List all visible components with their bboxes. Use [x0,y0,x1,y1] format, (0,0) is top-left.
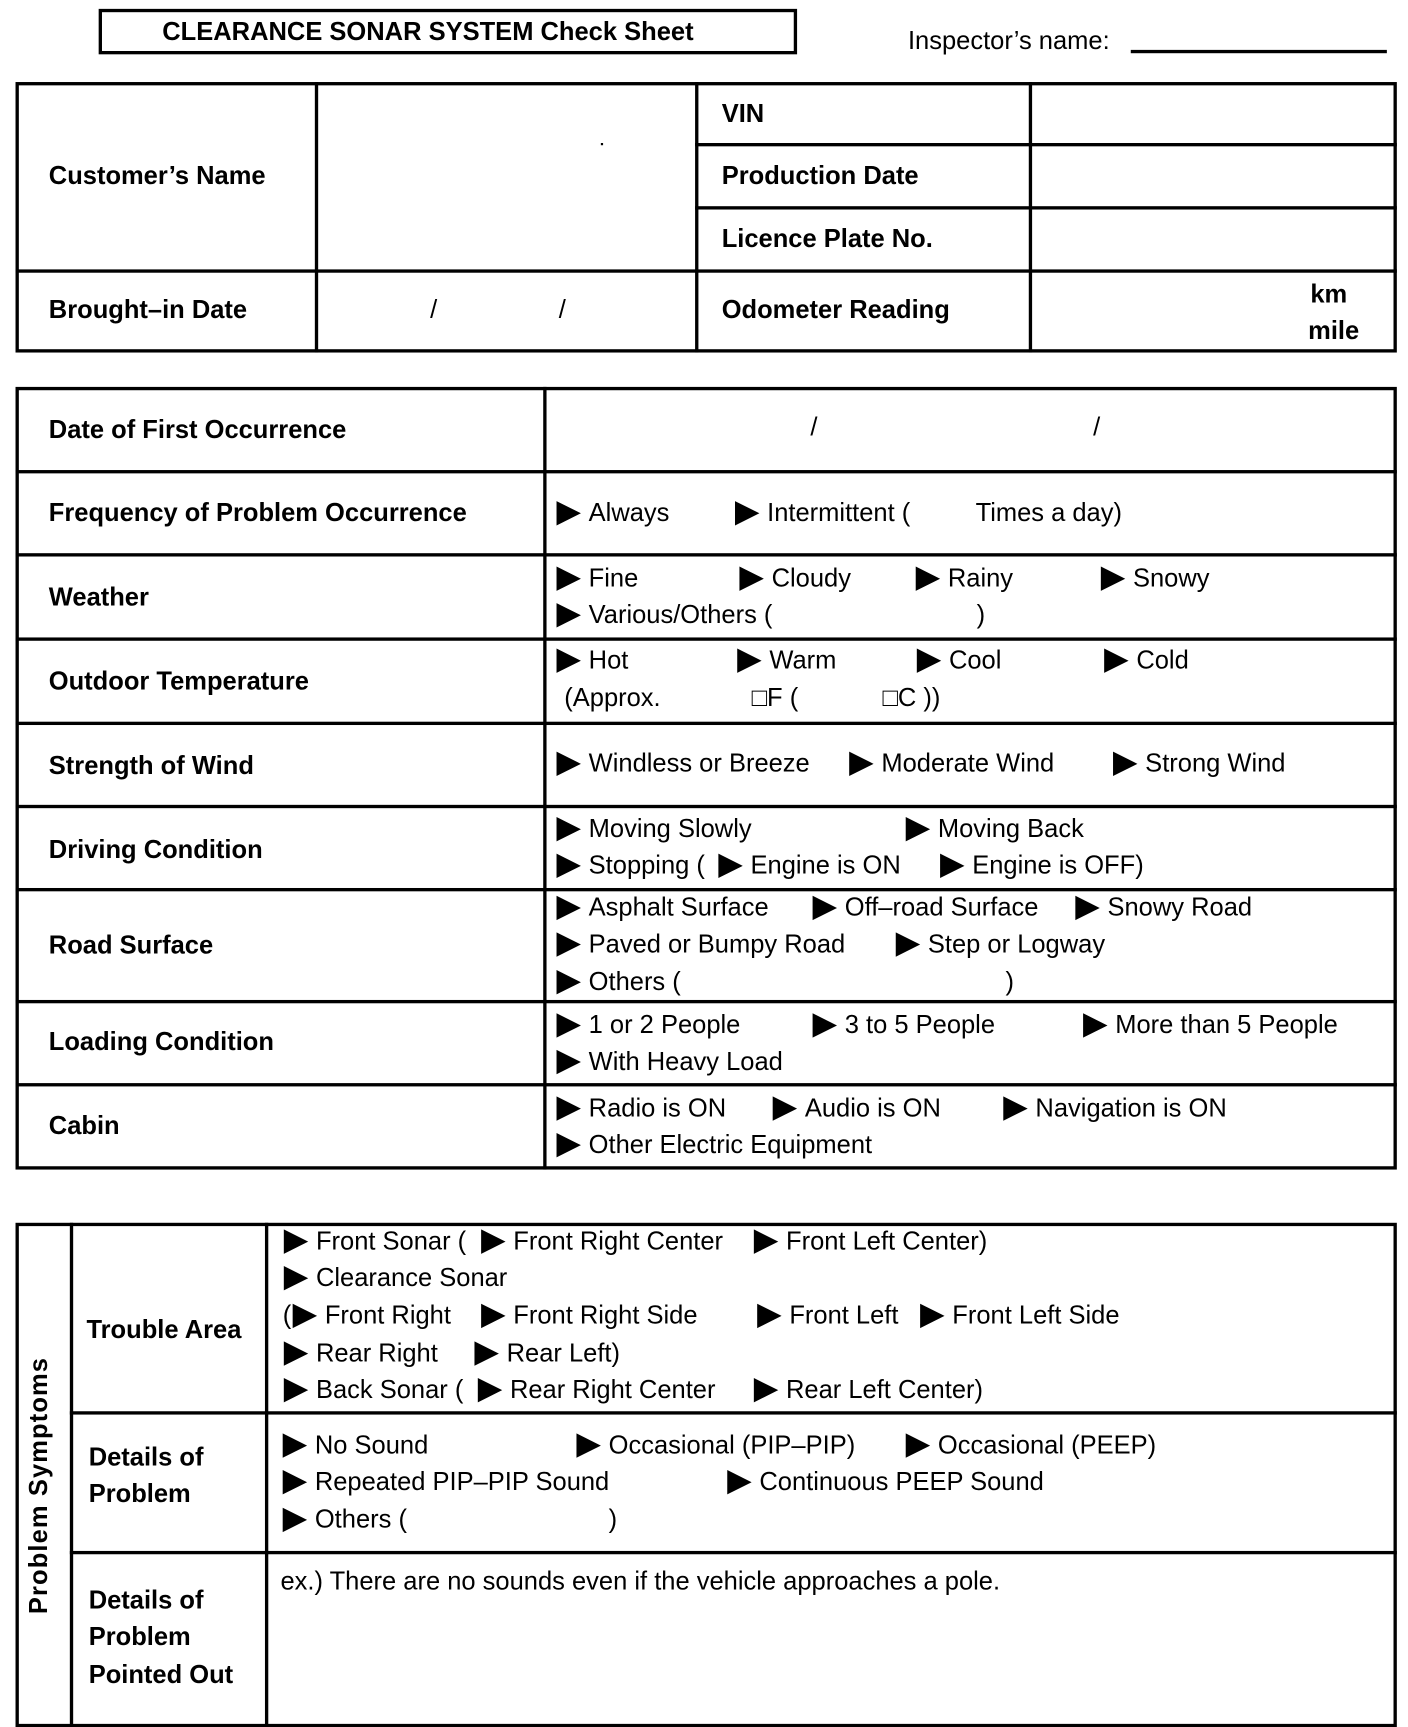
option-text [564,682,660,713]
checkbox-option[interactable] [557,966,681,997]
table-rule [16,553,1397,556]
checkbox-option[interactable] [754,1225,987,1256]
table-rule [16,722,1397,725]
row-label [89,1441,204,1472]
arrow-icon [849,752,873,776]
option-text [976,497,1122,528]
checkbox-option[interactable] [1003,1092,1226,1123]
arrow-icon [737,649,761,673]
option-label: Paved or Bumpy Road [588,929,846,958]
option-label: Production Date [721,160,919,190]
option-label: Snowy Road [1107,892,1253,922]
option-label: Navigation is ON [1035,1093,1227,1122]
option-label: Front Right Center [513,1226,724,1255]
checkbox-option[interactable] [478,1374,716,1405]
option-label: Others ( [588,966,681,996]
arrow-icon [739,566,763,590]
option-label: Rear Left Center) [785,1374,983,1404]
option-label: Fine [588,563,639,592]
checkbox-option[interactable] [906,1429,1156,1460]
checkbox-option[interactable] [576,1429,855,1460]
checkbox-option[interactable] [917,644,1002,675]
table-rule [315,82,318,352]
table-rule [695,206,1397,209]
option-label: (Approx. [564,682,661,712]
option-label: Front Left [789,1300,899,1330]
arrow-icon [284,1341,308,1365]
checkbox-option[interactable] [481,1225,723,1256]
arrow-icon [576,1433,600,1457]
arrow-icon [481,1229,505,1253]
checkbox-option[interactable] [474,1337,620,1368]
option-label: Repeated PIP–PIP Sound [314,1466,610,1496]
checkbox-option[interactable] [557,497,670,528]
arrow-icon [557,932,581,956]
option-label: Others ( [314,1504,407,1534]
arrow-icon [1003,1096,1027,1120]
option-label: Other Electric Equipment [588,1129,873,1159]
arrow-icon [896,932,920,956]
option-label: More than 5 People [1115,1009,1338,1039]
checkbox-option[interactable] [754,1374,983,1405]
checkbox-option[interactable] [557,1129,873,1160]
option-label: Problem [88,1478,191,1508]
option-label: VIN [721,98,765,128]
checkbox-option[interactable] [916,562,1013,593]
option-label: Snowy [1132,563,1210,592]
option-label: Pointed Out [88,1659,234,1689]
option-label: Step or Logway [927,929,1106,958]
table-rule [70,1223,73,1727]
option-label: Radio is ON [588,1093,727,1122]
option-label: Rainy [947,563,1014,592]
checkbox-option[interactable] [284,1337,438,1368]
option-label: Problem [88,1621,191,1651]
problem-symptoms-label: Problem Symptoms [23,1356,53,1615]
table-rule [16,1083,1397,1086]
row-label [86,1314,241,1345]
arrow-icon [757,1304,781,1328]
option-label: Intermittent ( [767,497,911,527]
option-label: ex.) There are no sounds even if the vehicle approaches a pole. [280,1566,1001,1596]
date-separator [810,411,817,442]
checkbox-option[interactable] [1113,747,1285,778]
date-separator [1093,411,1100,442]
arrow-icon [906,1433,930,1457]
row-label [89,1584,204,1615]
date-separator [430,294,437,325]
table-rule [1029,82,1032,352]
option-label: Weather [48,582,149,611]
option-label: Front Left Side [952,1300,1120,1330]
table-rule [70,1411,1397,1414]
row-label [89,1621,191,1652]
checkbox-option[interactable] [557,599,773,630]
table-rule [16,470,1397,473]
option-text [882,682,940,713]
option-label: With Heavy Load [588,1046,783,1076]
arrow-icon [1101,566,1125,590]
checkbox-option[interactable] [557,1009,741,1040]
option-label: Strong Wind [1145,748,1286,778]
option-label: / [558,294,566,324]
checkbox-option[interactable] [849,747,1054,778]
option-label: Odometer Reading [721,294,950,324]
customer-name-label [49,160,266,191]
checkbox-option[interactable] [557,928,846,959]
example-text [280,1565,1000,1596]
arrow-icon [557,603,581,627]
option-label: Asphalt Surface [588,892,769,922]
option-label: Occasional (PIP–PIP) [608,1430,856,1459]
table-rule [70,1551,1397,1554]
checkbox-option[interactable] [557,891,769,922]
option-text [977,599,986,630]
option-label: Occasional (PEEP) [937,1430,1157,1459]
checkbox-option[interactable] [735,497,910,528]
row-label [49,834,263,865]
option-text [1006,966,1015,997]
option-label: Customer’s Name [48,160,266,190]
option-label: □C )) [882,682,941,712]
option-label: km [1310,279,1348,309]
option-label: Off–road Surface [844,892,1039,922]
arrow-icon [283,1508,307,1532]
arrow-icon [557,854,581,878]
option-label: Audio is ON [804,1093,941,1122]
arrow-icon [284,1378,308,1402]
option-label: mile [1308,315,1360,345]
row-label [49,1110,120,1141]
arrow-icon [557,501,581,525]
table-rule [265,1223,268,1727]
arrow-icon [284,1229,308,1253]
row-label [49,665,309,696]
arrow-icon [1113,752,1137,776]
arrow-icon [813,896,837,920]
arrow-icon [727,1470,751,1494]
row-label [89,1478,191,1509]
option-label: Cold [1136,645,1189,675]
checkbox-option[interactable] [557,849,705,880]
option-label: Windless or Breeze [588,748,810,778]
checkbox-option[interactable] [283,1429,429,1460]
option-label: ) [1005,966,1015,996]
checkbox-option[interactable] [718,849,900,880]
option-label: Inspector’s name: [907,25,1110,55]
option-text [609,1503,618,1534]
date-separator [559,294,566,325]
checkbox-option[interactable] [1101,562,1210,593]
option-label: Date of First Occurrence [48,414,347,444]
option-label: CLEARANCE SONAR SYSTEM Check Sheet [162,16,694,46]
arrow-icon [284,1266,308,1290]
option-label: / [810,412,818,442]
option-label: Times a day) [975,497,1122,527]
option-label: ) [976,599,986,629]
arrow-icon [478,1378,502,1402]
table-rule [695,143,1397,146]
arrow-icon [474,1341,498,1365]
arrow-icon [754,1229,778,1253]
option-label: Moderate Wind [881,748,1055,778]
option-label: Rear Left) [506,1338,621,1367]
option-label: Engine is ON [750,850,901,880]
checkbox-option[interactable] [557,562,639,593]
arrow-icon [917,649,941,673]
arrow-icon [718,854,742,878]
option-label: Moving Back [937,813,1084,843]
arrow-icon [557,896,581,920]
option-label: Various/Others ( [588,599,773,629]
arrow-icon [906,817,930,841]
arrow-icon [940,854,964,878]
option-label: Front Right [324,1300,451,1330]
option-label: Always [588,497,670,527]
option-label: Cabin [48,1110,120,1140]
arrow-icon [293,1304,317,1328]
symptoms-table [16,1223,1397,1727]
table-rule [543,387,546,1170]
stray-dot [601,143,603,145]
checkbox-option[interactable] [773,1092,941,1123]
option-label: Brought–in Date [48,294,248,324]
option-label: Road Surface [48,930,214,959]
arrow-icon [557,1013,581,1037]
checkbox-option[interactable] [757,1299,898,1330]
checkbox-option[interactable] [293,1299,451,1330]
checkbox-option[interactable] [284,1225,466,1256]
odometer-label [722,294,950,325]
option-label: Cool [948,645,1002,675]
row-label [49,1025,274,1056]
checkbox-option[interactable] [727,1466,1044,1497]
checkbox-option[interactable] [283,1503,407,1534]
table-rule [695,82,698,352]
table-rule [16,1000,1397,1003]
arrow-icon [916,566,940,590]
arrow-icon [1083,1013,1107,1037]
option-label: ( [282,1300,292,1330]
checkbox-option[interactable] [557,1045,783,1076]
inspector-name-underline[interactable] [1131,50,1387,53]
option-label: Rear Right Center [509,1374,716,1404]
option-label: Hot [588,645,629,675]
option-label: ) [608,1504,618,1534]
row-label [49,581,149,612]
arrow-icon [557,1133,581,1157]
option-label: Engine is OFF) [972,850,1144,880]
inspector-name-label [908,24,1110,55]
option-label: Continuous PEEP Sound [759,1466,1044,1496]
table-rule [16,637,1397,640]
arrow-icon [557,817,581,841]
option-label: Frequency of Problem Occurrence [48,497,467,527]
option-label: Front Left Center) [785,1226,988,1255]
checkbox-option[interactable] [739,562,851,593]
arrow-icon [754,1378,778,1402]
arrow-icon [283,1433,307,1457]
row-label [89,1658,233,1689]
option-label: Warm [769,645,837,675]
checkbox-option[interactable] [284,1374,464,1405]
option-label: Driving Condition [48,834,263,864]
option-label: Trouble Area [86,1314,242,1344]
arrow-icon [773,1096,797,1120]
table-rule [16,805,1397,808]
checkbox-option[interactable] [906,813,1084,844]
row-label [49,929,213,960]
checkbox-option[interactable] [896,928,1105,959]
checkbox-option[interactable] [557,747,810,778]
option-label: Clearance Sonar [315,1262,508,1292]
sheet-title [162,16,693,47]
arrow-icon [813,1013,837,1037]
option-label: Front Sonar ( [315,1226,467,1255]
arrow-icon [283,1470,307,1494]
checkbox-option[interactable] [813,891,1039,922]
option-label: Rear Right [315,1338,438,1367]
arrow-icon [920,1304,944,1328]
row-label [49,414,347,445]
option-label: Details of [88,1585,204,1615]
option-label: Loading Condition [48,1026,274,1056]
arrow-icon [1104,649,1128,673]
option-label: Details of [88,1442,204,1472]
arrow-icon [735,501,759,525]
row-label [49,749,254,780]
checkbox-option[interactable] [940,849,1144,880]
option-label: Back Sonar ( [315,1374,464,1404]
option-label: Cloudy [771,563,851,592]
arrow-icon [557,566,581,590]
arrow-icon [557,970,581,994]
production-date-label [722,160,919,191]
checkbox-option[interactable] [920,1299,1119,1330]
checkbox-option[interactable] [557,644,629,675]
licence-plate-label [722,223,933,254]
arrow-icon [557,1050,581,1074]
option-label: Front Right Side [513,1300,698,1330]
option-text [752,682,799,713]
table-rule [16,269,1397,272]
option-label: 3 to 5 People [844,1009,996,1039]
arrow-icon [1075,896,1099,920]
option-label: / [430,294,438,324]
vin-label [722,98,765,129]
checkbox-option[interactable] [557,1092,727,1123]
option-label: Licence Plate No. [721,223,933,253]
option-label: Strength of Wind [48,750,254,780]
brought-in-date-label [49,294,247,325]
option-label: □F ( [751,682,799,712]
option-label: Stopping ( [588,850,705,880]
checkbox-option[interactable] [1083,1009,1338,1040]
option-label: Outdoor Temperature [48,666,309,696]
option-text [283,1299,292,1330]
option-label: 1 or 2 People [588,1009,741,1039]
checkbox-option[interactable] [557,813,752,844]
unit-km [1310,278,1347,309]
arrow-icon [557,1096,581,1120]
option-label: No Sound [314,1430,429,1459]
checkbox-option[interactable] [1075,891,1252,922]
checkbox-option[interactable] [481,1299,697,1330]
checkbox-option[interactable] [813,1009,995,1040]
arrow-icon [557,649,581,673]
row-label [49,497,467,528]
checkbox-option[interactable] [737,644,836,675]
option-label: Moving Slowly [588,813,752,843]
checkbox-option[interactable] [1104,644,1189,675]
unit-mile [1308,315,1359,346]
checkbox-option[interactable] [283,1466,610,1497]
arrow-icon [481,1304,505,1328]
arrow-icon [557,752,581,776]
checkbox-option[interactable] [284,1262,508,1293]
option-label: / [1093,412,1101,442]
